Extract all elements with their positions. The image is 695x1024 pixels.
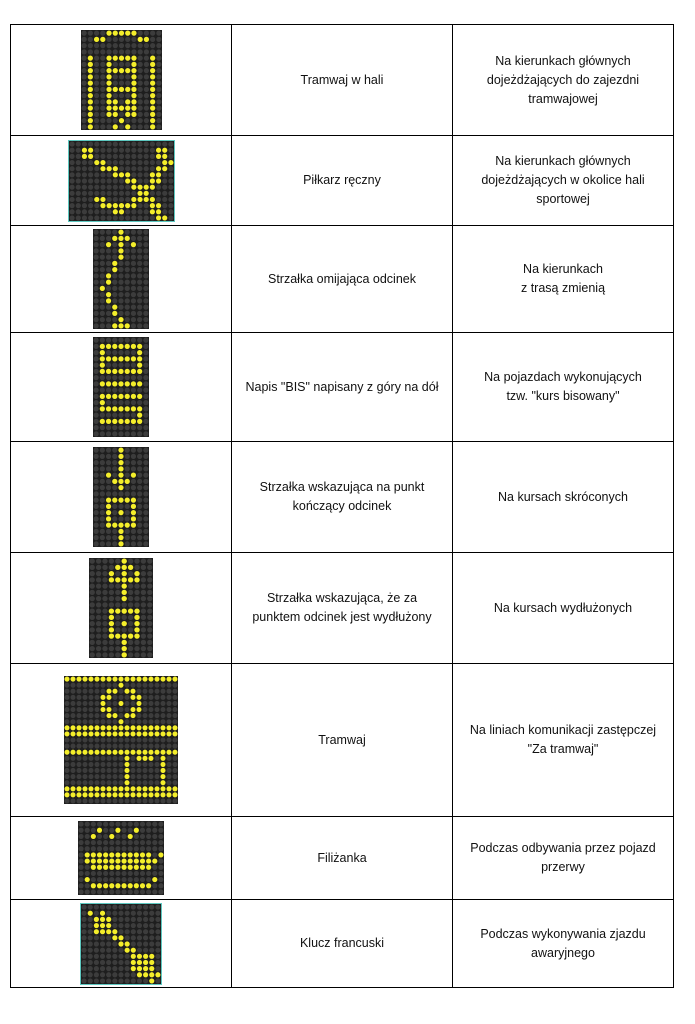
sign-name bbox=[232, 664, 453, 817]
sign-name bbox=[232, 226, 453, 333]
sign-name-text: Napis "BIS" napisany z góry na dół bbox=[245, 379, 439, 394]
icon-cell bbox=[11, 442, 232, 553]
table-row bbox=[11, 900, 674, 988]
description-line: Podczas wykonywania zjazdu bbox=[480, 926, 646, 941]
description-line: dojeżdżających w okolice hali bbox=[481, 173, 645, 187]
icon-cell bbox=[11, 136, 232, 226]
tram-icon bbox=[64, 676, 178, 804]
table-row bbox=[11, 226, 674, 333]
sign-name bbox=[232, 817, 453, 900]
sign-name-text: Filiżanka bbox=[317, 850, 367, 865]
coffee-cup-icon bbox=[78, 821, 164, 895]
sign-name-text: Klucz francuski bbox=[299, 936, 385, 950]
icon-cell bbox=[11, 333, 232, 442]
icon-cell bbox=[11, 226, 232, 333]
sign-name-text: Strzałka omijająca odcinek bbox=[268, 271, 416, 286]
signs-table bbox=[10, 24, 674, 988]
description-line: sportowej bbox=[536, 192, 590, 206]
table-row bbox=[11, 664, 674, 817]
detour-arrow-icon bbox=[93, 229, 149, 329]
description-line: Na pojazdach wykonujących bbox=[484, 370, 642, 384]
sign-name-text: Tramwaj bbox=[318, 732, 366, 747]
sign-name-line: Strzałka wskazująca, że za bbox=[266, 591, 418, 605]
sign-name-line: kończący odcinek bbox=[292, 499, 392, 513]
tram-in-depot-icon bbox=[81, 30, 162, 130]
icon-cell bbox=[11, 900, 232, 988]
table-row bbox=[11, 553, 674, 664]
table-row bbox=[11, 25, 674, 136]
sign-description bbox=[453, 226, 674, 333]
shortened-route-arrow-icon bbox=[93, 447, 149, 547]
sign-description bbox=[453, 333, 674, 442]
wrench-icon bbox=[81, 904, 161, 984]
description-line: Na kierunkach bbox=[523, 262, 603, 276]
description-line: Na kierunkach głównych bbox=[495, 53, 631, 68]
icon-cell bbox=[11, 25, 232, 136]
description-line: Na kursach wydłużonych bbox=[493, 600, 633, 615]
sign-description bbox=[453, 900, 674, 988]
description-line: Podczas odbywania przez pojazd bbox=[470, 841, 656, 855]
description-line: z trasą zmienią bbox=[520, 281, 606, 295]
sign-name bbox=[232, 900, 453, 988]
description-line: Na liniach komunikacji zastępczej bbox=[469, 723, 657, 737]
sign-name bbox=[232, 25, 453, 136]
sign-description bbox=[453, 136, 674, 226]
description-line: "Za tramwaj" bbox=[527, 742, 599, 756]
icon-cell bbox=[11, 664, 232, 817]
sign-name-line: punktem odcinek jest wydłużony bbox=[252, 610, 432, 624]
extended-route-arrow-icon bbox=[89, 558, 153, 658]
sign-name-text: Tramwaj w hali bbox=[300, 72, 384, 87]
icon-cell bbox=[11, 817, 232, 900]
bis-vertical-icon bbox=[93, 337, 149, 437]
table-row bbox=[11, 136, 674, 226]
sign-name bbox=[232, 136, 453, 226]
description-line: przerwy bbox=[541, 860, 585, 874]
sign-description bbox=[453, 553, 674, 664]
sign-name-line: Strzałka wskazująca na punkt bbox=[259, 480, 425, 494]
handball-player-icon bbox=[69, 141, 174, 221]
table-row bbox=[11, 442, 674, 553]
sign-name bbox=[232, 442, 453, 553]
table-row bbox=[11, 817, 674, 900]
sign-description bbox=[453, 25, 674, 136]
sign-description bbox=[453, 442, 674, 553]
description-line: tramwajowej bbox=[528, 91, 598, 106]
sign-name bbox=[232, 553, 453, 664]
description-line: dojeżdżających do zajezdni bbox=[486, 72, 640, 87]
sign-description bbox=[453, 664, 674, 817]
sign-name bbox=[232, 333, 453, 442]
sign-name-text: Piłkarz ręczny bbox=[303, 173, 381, 187]
icon-cell bbox=[11, 553, 232, 664]
description-line: Na kursach skróconych bbox=[498, 489, 628, 504]
description-line: awaryjnego bbox=[531, 945, 595, 960]
description-line: Na kierunkach głównych bbox=[495, 154, 631, 168]
description-line: tzw. "kurs bisowany" bbox=[506, 389, 620, 403]
sign-description bbox=[453, 817, 674, 900]
table-row bbox=[11, 333, 674, 442]
